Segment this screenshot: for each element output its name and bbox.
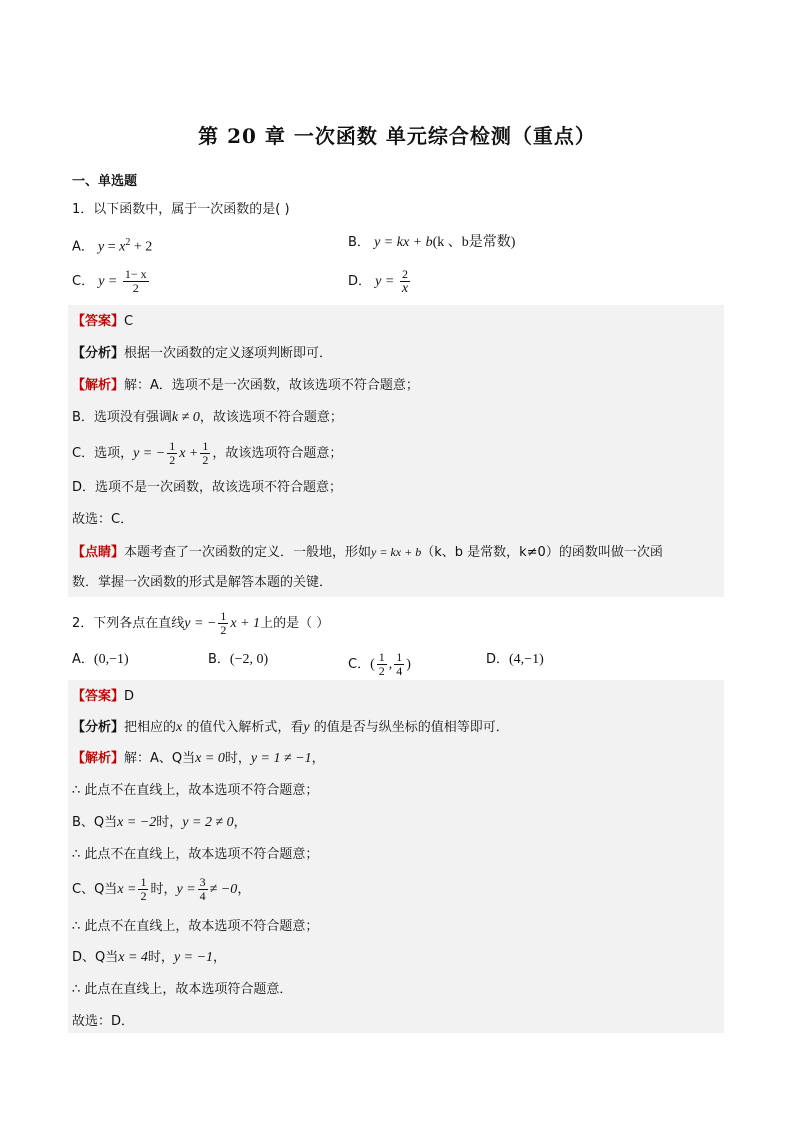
q2-option-b: B．(−2, 0) <box>208 652 269 667</box>
q1-option-a: A． $y = x^2 + 2$ <box>72 237 153 255</box>
q2-solution-line-9: 故选：D． <box>72 1014 135 1029</box>
question-2-stem: 2．下列各点在直线y = − $\frac{1}{2}$ x + 1上的是（ ） <box>72 609 330 637</box>
q2-option-a: A．(0,−1) <box>72 652 129 667</box>
q1-option-c: C． y = $\frac{1- x}{2}$ <box>72 267 147 295</box>
fraction: $\frac{3}{4}$ <box>199 875 206 903</box>
q2-solution-line-4: ∴ 此点不在直线上，故本选项不符合题意； <box>72 847 319 862</box>
q2-option-d: D．(4,−1) <box>486 652 544 667</box>
fraction: $\frac{1}{4}$ <box>396 650 403 678</box>
q1-solution-line-4: D．选项不是一次函数，故该选项不符合题意； <box>72 480 343 495</box>
section-heading: 一、单选题 <box>72 174 138 189</box>
q1-solution-line-3: C．选项，y = − $\frac{1}{2}$ x + $\frac{1}{2}$ ，故该选项符合题意； <box>72 439 343 467</box>
q2-answer: 【答案】D <box>72 689 135 704</box>
q2-solution-line-5: C、Q当x = $\frac{1}{2}$ 时，y = $\frac{3}{4}$ ≠ −0， <box>72 875 251 903</box>
q1-solution-line-5: 故选：C． <box>72 512 134 527</box>
q2-solution-line-1: 【解析】解：A、Q当x = 0时，y = 1 ≠ −1， <box>72 751 325 766</box>
q2-solution-line-3: B、Q当x = −2时，y = 2 ≠ 0， <box>72 815 247 830</box>
fraction: $\frac{1}{2}$ <box>220 609 227 637</box>
q2-solution-line-2: ∴ 此点不在直线上，故本选项不符合题意； <box>72 783 319 798</box>
q1-option-b: B． y = kx + b(k 、b是常数) <box>348 235 516 250</box>
q1-answer: 【答案】C <box>72 314 134 329</box>
q1-comment-line-1: 【点睛】本题考查了一次函数的定义．一般地，形如y = kx + b（k、b 是常数，k≠0）的函数叫做一次函 <box>72 545 663 560</box>
fraction: $\frac{1}{2}$ <box>378 650 385 678</box>
q1-comment-line-2: 数．掌握一次函数的形式是解答本题的关键． <box>72 575 333 590</box>
q2-solution-line-8: ∴ 此点在直线上，故本选项符合题意． <box>72 982 293 997</box>
fraction: $\frac{1- x}{2}$ <box>124 267 147 295</box>
q1-solution-line-1: 【解析】解：A．选项不是一次函数，故该选项不符合题意； <box>72 378 419 393</box>
q2-analysis: 【分析】把相应的x 的值代入解析式，看y 的值是否与纵坐标的值相等即可． <box>72 720 509 735</box>
fraction: $\frac{1}{2}$ <box>169 439 176 467</box>
fraction: $\frac{1}{2}$ <box>140 875 147 903</box>
q2-solution-line-7: D、Q当x = 4时，y = −1， <box>72 950 227 965</box>
page-title: 第 20 章 一次函数 单元综合检测（重点） <box>198 124 596 148</box>
q1-analysis: 【分析】根据一次函数的定义逐项判断即可． <box>72 346 333 361</box>
question-1-stem: 1．以下函数中，属于一次函数的是( ) <box>72 202 290 217</box>
q1-option-d: D． y = $\frac{2}{x}$ <box>348 267 409 296</box>
fraction: $\frac{1}{2}$ <box>202 439 209 467</box>
fraction: $\frac{2}{x}$ <box>401 267 409 296</box>
q2-option-c: C．( $\frac{1}{2}$ , $\frac{1}{4}$ ) <box>348 650 411 678</box>
q2-solution-line-6: ∴ 此点不在直线上，故本选项不符合题意； <box>72 919 319 934</box>
q1-solution-line-2: B．选项没有强调k ≠ 0，故该选项不符合题意； <box>72 410 343 425</box>
